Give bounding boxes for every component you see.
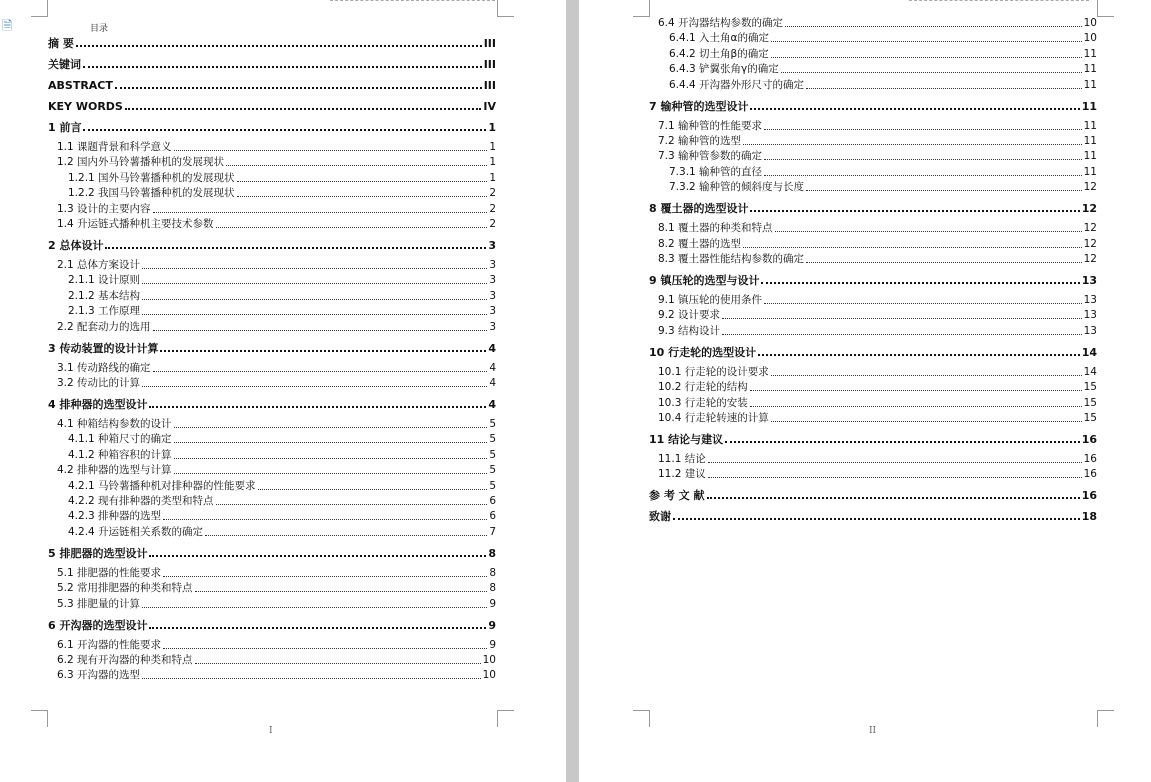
toc-entry-page: 3: [489, 274, 496, 287]
toc-entry-label: 4.2 排种器的选型与计算: [57, 464, 172, 477]
toc-entry-page: 16: [1081, 489, 1097, 503]
toc-entry-page: 11: [1083, 63, 1097, 76]
toc-entry[interactable]: [48, 79, 496, 92]
page-number: I: [269, 726, 273, 736]
toc-entry-page: 9: [489, 638, 496, 651]
toc-entry-label: 6.1 开沟器的性能要求: [57, 638, 162, 651]
toc-leader-dots: [83, 128, 486, 131]
toc-entry-label: 9.1 镇压轮的使用条件: [658, 294, 763, 306]
toc-entry-page: 5: [489, 448, 496, 461]
toc-entry-page: 14: [1083, 365, 1097, 378]
toc-entry-page: 1: [489, 141, 496, 153]
toc-leader-dots: [758, 353, 1080, 356]
toc-leader-dots: [115, 86, 482, 89]
toc-entry-page: 12: [1081, 202, 1097, 216]
toc-entry-page: 18: [1081, 510, 1097, 524]
toc-entry[interactable]: [649, 32, 1097, 45]
toc-leader-dots: [750, 209, 1079, 212]
toc-entry[interactable]: [48, 598, 496, 611]
toc-entry-label: 摘 要: [48, 37, 74, 50]
toc-entry-label: 10 行走轮的选型设计: [649, 345, 757, 359]
toc-entry-label: 11.2 建议: [658, 468, 706, 481]
toc-entry-page: 8: [489, 566, 496, 579]
toc-entry-label: 7 输种管的选型设计: [649, 99, 749, 113]
toc-leader-dots: [771, 40, 1082, 42]
toc-entry-page: 5: [489, 433, 496, 446]
toc-leader-dots: [237, 195, 488, 197]
toc-leader-dots: [142, 677, 481, 679]
toc-leader-dots: [725, 440, 1080, 443]
toc-entry-page: 11: [1083, 150, 1097, 163]
toc-entry[interactable]: [649, 433, 1097, 446]
toc-entry-page: 1: [489, 171, 496, 184]
toc-leader-dots: [707, 496, 1080, 499]
toc-entry[interactable]: [649, 325, 1097, 338]
toc-entry-page: 11: [1083, 119, 1097, 132]
toc-entry[interactable]: [48, 187, 496, 200]
toc-leader-dots: [764, 128, 1082, 130]
toc-entry[interactable]: [48, 141, 496, 154]
page-2: [579, 0, 1151, 782]
toc-leader-dots: [205, 534, 487, 536]
toc-list: [48, 0, 496, 782]
toc-leader-dots: [750, 405, 1082, 407]
toc-leader-dots: [708, 476, 1082, 478]
toc-entry-label: 3.2 传动比的计算: [57, 377, 141, 389]
toc-entry-label: 2.1.3 工作原理: [68, 305, 141, 318]
toc-entry[interactable]: [48, 639, 496, 652]
toc-leader-dots: [771, 374, 1082, 376]
toc-entry[interactable]: [649, 63, 1097, 76]
toc-entry[interactable]: [649, 135, 1097, 148]
toc-entry[interactable]: [649, 48, 1097, 61]
toc-entry[interactable]: [649, 222, 1097, 235]
toc-entry-label: 参 考 文 献: [649, 489, 705, 503]
toc-leader-dots: [743, 246, 1082, 248]
toc-entry[interactable]: [649, 150, 1097, 163]
toc-leader-dots: [764, 158, 1082, 160]
toc-entry-label: 1.3 设计的主要内容: [57, 202, 151, 215]
toc-entry-label: 3.1 传动路线的确定: [57, 361, 151, 374]
toc-entry[interactable]: [48, 418, 496, 431]
toc-leader-dots: [125, 107, 482, 110]
toc-entry-page: 5: [489, 464, 496, 477]
toc-entry-page: 2: [489, 202, 496, 215]
toc-entry-page: 4: [489, 361, 496, 374]
crop-mark: [633, 710, 650, 727]
toc-entry[interactable]: [48, 321, 496, 334]
toc-entry-page: 3: [488, 239, 496, 252]
toc-entry-label: 1.1 课题背景和科学意义: [57, 141, 172, 153]
toc-leader-dots: [764, 302, 1082, 304]
toc-entry-label: 1.2.1 国外马铃薯播种机的发展现状: [68, 171, 235, 184]
toc-entry[interactable]: [48, 480, 496, 493]
toc-entry-label: 6.4.4 开沟器外形尺寸的确定: [669, 78, 805, 91]
toc-entry-label: 1.2 国内外马铃薯播种机的发展现状: [57, 156, 225, 169]
toc-entry-label: 4.1.1 种箱尺寸的确定: [68, 433, 172, 446]
toc-leader-dots: [160, 349, 486, 352]
toc-leader-dots: [806, 261, 1082, 263]
toc-entry[interactable]: [48, 495, 496, 508]
toc-entry-page: 5: [489, 418, 496, 430]
toc-entry-label: 6.4 开沟器结构参数的确定: [658, 17, 784, 29]
crop-mark: [31, 0, 48, 17]
toc-entry-label: 7.1 输种管的性能要求: [658, 119, 763, 132]
toc-entry[interactable]: [48, 290, 496, 303]
toc-entry[interactable]: [48, 121, 496, 134]
toc-leader-dots: [771, 56, 1082, 58]
toc-entry[interactable]: [649, 453, 1097, 466]
toc-entry-page: 11: [1081, 99, 1097, 113]
crop-mark: [1097, 710, 1114, 727]
toc-leader-dots: [174, 457, 488, 459]
toc-entry-label: 5.3 排肥量的计算: [57, 597, 141, 610]
crop-mark: [1097, 0, 1114, 17]
toc-entry-label: 8 覆土器的选型设计: [649, 202, 749, 216]
toc-leader-dots: [149, 405, 486, 408]
toc-leader-dots: [806, 189, 1082, 191]
toc-entry-label: 致谢: [649, 510, 671, 524]
toc-leader-dots: [142, 385, 487, 387]
toc-entry-page: 13: [1083, 294, 1097, 306]
toc-entry[interactable]: [48, 654, 496, 667]
toc-entry[interactable]: [48, 398, 496, 411]
toc-entry-page: 2: [489, 187, 496, 200]
toc-entry-page: 9: [489, 597, 496, 610]
toc-entry-label: 6.4.2 切土角β的确定: [669, 47, 769, 60]
toc-entry-label: 2.1.2 基本结构: [68, 289, 141, 302]
toc-entry[interactable]: [649, 202, 1097, 215]
toc-entry-page: 11: [1083, 78, 1097, 91]
toc-entry-label: 4.1.2 种箱容积的计算: [68, 448, 172, 461]
toc-entry-label: 10.4 行走轮转速的计算: [658, 412, 769, 424]
toc-leader-dots: [149, 554, 486, 557]
crop-mark: [497, 710, 514, 727]
toc-entry[interactable]: [48, 433, 496, 446]
toc-leader-dots: [153, 329, 488, 331]
toc-entry-label: 7.3 输种管参数的确定: [658, 150, 763, 163]
toc-entry[interactable]: [649, 294, 1097, 307]
toc-entry-page: 6: [489, 510, 496, 523]
toc-entry[interactable]: [649, 366, 1097, 379]
toc-entry[interactable]: [649, 412, 1097, 425]
toc-leader-dots: [195, 590, 488, 592]
toc-entry[interactable]: [48, 37, 496, 50]
toc-entry-label: 4.2.4 升运链相关系数的确定: [68, 525, 204, 538]
toc-entry[interactable]: [48, 619, 496, 632]
toc-entry-label: 3 传动装置的设计计算: [48, 341, 159, 355]
toc-entry[interactable]: [48, 259, 496, 272]
toc-entry-label: 11 结论与建议: [649, 433, 724, 446]
toc-leader-dots: [226, 164, 487, 166]
toc-entry-page: 13: [1081, 274, 1097, 287]
toc-entry-page: 15: [1083, 412, 1097, 424]
toc-leader-dots: [163, 647, 487, 649]
toc-entry-page: 4: [488, 398, 496, 411]
toc-leader-dots: [163, 518, 487, 520]
toc-entry-label: 6.4.1 入土角α的确定: [669, 32, 769, 45]
toc-entry-page: 13: [1083, 324, 1097, 337]
toc-entry-label: 11.1 结论: [658, 453, 706, 465]
toc-entry-page: 2: [489, 218, 496, 230]
toc-entry-label: 4 排种器的选型设计: [48, 398, 148, 411]
toc-leader-dots: [142, 298, 487, 300]
toc-entry-label: 7.3.2 输种管的倾斜度与长度: [669, 181, 805, 194]
toc-leader-dots: [761, 281, 1079, 284]
toc-leader-dots: [174, 426, 488, 428]
toc-entry[interactable]: [649, 100, 1097, 113]
toc-entry[interactable]: [649, 489, 1097, 502]
toc-entry[interactable]: [48, 567, 496, 580]
crop-mark: [633, 0, 650, 17]
toc-entry-label: KEY WORDS: [48, 100, 123, 113]
toc-entry-page: 10: [1083, 32, 1097, 45]
toc-entry-page: 12: [1083, 222, 1097, 235]
toc-entry-page: 15: [1083, 396, 1097, 409]
toc-entry[interactable]: [649, 274, 1097, 287]
toc-entry[interactable]: [48, 362, 496, 375]
crop-mark: [497, 0, 514, 17]
toc-leader-dots: [153, 211, 488, 213]
toc-entry-label: 2.1.1 设计原则: [68, 274, 141, 287]
crop-mark: [31, 710, 48, 727]
document-icon[interactable]: 🗎: [2, 19, 13, 34]
toc-entry[interactable]: [48, 305, 496, 318]
toc-leader-dots: [806, 87, 1082, 89]
toc-leader-dots: [142, 606, 487, 608]
toc-entry-label: 6.4.3 铲翼张角γ的确定: [669, 63, 779, 76]
toc-leader-dots: [750, 107, 1079, 110]
toc-leader-dots: [142, 282, 487, 284]
toc-entry-page: 12: [1083, 253, 1097, 265]
toc-leader-dots: [174, 441, 488, 443]
toc-entry-page: III: [483, 58, 496, 71]
toc-entry-page: 16: [1083, 453, 1097, 465]
toc-entry-label: 1.2.2 我国马铃薯播种机的发展现状: [68, 187, 235, 200]
toc-leader-dots: [216, 503, 488, 505]
toc-entry[interactable]: [48, 377, 496, 390]
toc-entry-page: 11: [1083, 135, 1097, 147]
toc-leader-dots: [775, 230, 1082, 232]
toc-entry-page: 8: [489, 582, 496, 595]
toc-entry-page: 6: [489, 495, 496, 507]
toc-entry-page: 3: [489, 305, 496, 318]
toc-entry-page: 4: [488, 341, 496, 355]
toc-entry[interactable]: [48, 239, 496, 252]
toc-entry[interactable]: [48, 156, 496, 169]
toc-title: 目录: [90, 24, 109, 34]
toc-leader-dots: [743, 143, 1082, 145]
toc-entry[interactable]: [48, 669, 496, 682]
toc-entry[interactable]: [48, 172, 496, 185]
toc-entry[interactable]: [649, 166, 1097, 179]
toc-entry[interactable]: [48, 510, 496, 523]
toc-leader-dots: [722, 317, 1082, 319]
toc-entry-page: 3: [489, 289, 496, 302]
page-gutter: [566, 0, 579, 782]
toc-leader-dots: [149, 626, 486, 629]
toc-entry-label: 10.2 行走轮的结构: [658, 381, 748, 394]
toc-entry-label: 4.2.3 排种器的选型: [68, 510, 162, 523]
toc-entry-label: 7.3.1 输种管的直径: [669, 165, 763, 178]
toc-leader-dots: [174, 472, 488, 474]
toc-leader-dots: [673, 517, 1080, 520]
toc-entry-page: III: [483, 79, 496, 92]
toc-leader-dots: [764, 174, 1082, 176]
toc-entry[interactable]: [48, 526, 496, 539]
toc-entry-page: 1: [489, 156, 496, 169]
toc-entry-label: 5.1 排肥器的性能要求: [57, 566, 162, 579]
toc-entry-page: 13: [1083, 309, 1097, 322]
toc-entry-label: 9 镇压轮的选型与设计: [649, 274, 760, 287]
toc-leader-dots: [258, 488, 488, 490]
toc-leader-dots: [83, 65, 482, 68]
toc-leader-dots: [708, 461, 1082, 463]
toc-entry[interactable]: [649, 79, 1097, 92]
toc-entry-page: 16: [1081, 433, 1097, 446]
toc-entry-page: 1: [488, 121, 496, 134]
toc-entry-page: 10: [482, 669, 496, 682]
toc-entry[interactable]: [48, 58, 496, 71]
toc-entry-page: 12: [1083, 181, 1097, 194]
toc-entry[interactable]: [649, 120, 1097, 133]
toc-leader-dots: [163, 575, 487, 577]
toc-leader-dots: [142, 267, 487, 269]
toc-entry[interactable]: [649, 510, 1097, 523]
toc-entry-page: 14: [1081, 345, 1097, 359]
toc-entry[interactable]: [649, 253, 1097, 266]
toc-leader-dots: [142, 313, 487, 315]
toc-entry[interactable]: [48, 449, 496, 462]
toc-entry-label: 5.2 常用排肥器的种类和特点: [57, 582, 193, 595]
toc-entry-label: 8.2 覆土器的选型: [658, 237, 742, 250]
toc-entry-page: 12: [1083, 237, 1097, 250]
toc-entry-label: 1 前言: [48, 121, 82, 134]
toc-entry-page: 5: [489, 479, 496, 492]
toc-entry[interactable]: [48, 218, 496, 231]
toc-entry-label: 10.1 行走轮的设计要求: [658, 365, 769, 378]
toc-entry-page: 16: [1083, 468, 1097, 481]
toc-entry-page: 10: [482, 654, 496, 666]
toc-entry-label: 8.1 覆土器的种类和特点: [658, 222, 773, 235]
toc-entry-page: 4: [489, 377, 496, 389]
toc-entry-label: 5 排肥器的选型设计: [48, 546, 148, 560]
toc-entry-page: 9: [488, 618, 496, 632]
toc-entry-page: 11: [1083, 47, 1097, 60]
toc-entry[interactable]: [48, 100, 496, 113]
toc-entry-label: 6.2 现有开沟器的种类和特点: [57, 654, 193, 666]
toc-entry-label: 6.3 开沟器的选型: [57, 669, 141, 682]
toc-entry-page: 3: [489, 320, 496, 333]
toc-leader-dots: [174, 149, 488, 151]
toc-leader-dots: [105, 246, 486, 249]
toc-entry[interactable]: [48, 274, 496, 287]
toc-entry[interactable]: [649, 397, 1097, 410]
toc-entry-label: 2.1 总体方案设计: [57, 259, 141, 271]
toc-entry[interactable]: [649, 17, 1097, 30]
toc-entry[interactable]: [48, 464, 496, 477]
toc-entry-page: 15: [1083, 381, 1097, 394]
toc-leader-dots: [771, 420, 1082, 422]
toc-leader-dots: [76, 44, 482, 47]
toc-entry-label: 6 开沟器的选型设计: [48, 618, 148, 632]
toc-entry-label: ABSTRACT: [48, 79, 113, 92]
toc-entry[interactable]: [48, 342, 496, 355]
toc-leader-dots: [781, 71, 1082, 73]
toc-entry-page: IV: [483, 100, 496, 113]
toc-entry-label: 关键词: [48, 58, 81, 71]
toc-entry[interactable]: [649, 309, 1097, 322]
toc-entry[interactable]: [649, 346, 1097, 359]
toc-entry[interactable]: [48, 547, 496, 560]
toc-entry[interactable]: [649, 181, 1097, 194]
toc-entry-label: 4.1 种箱结构参数的设计: [57, 418, 172, 430]
toc-leader-dots: [722, 333, 1082, 335]
toc-entry-label: 4.2.2 现有排种器的类型和特点: [68, 495, 214, 507]
toc-entry-page: 11: [1083, 165, 1097, 178]
page-number: II: [869, 726, 877, 736]
toc-leader-dots: [785, 25, 1082, 27]
toc-leader-dots: [237, 180, 488, 182]
toc-entry-label: 10.3 行走轮的安装: [658, 396, 748, 409]
toc-entry-page: III: [483, 37, 496, 50]
toc-entry-label: 2.2 配套动力的选用: [57, 320, 151, 333]
toc-entry[interactable]: [649, 238, 1097, 251]
toc-leader-dots: [216, 226, 488, 228]
toc-leader-dots: [153, 370, 488, 372]
toc-entry[interactable]: [48, 203, 496, 216]
toc-entry-page: 3: [489, 259, 496, 271]
toc-leader-dots: [750, 389, 1082, 391]
toc-entry[interactable]: [649, 468, 1097, 481]
toc-entry-label: 9.2 设计要求: [658, 309, 721, 322]
toc-entry-label: 8.3 覆土器性能结构参数的确定: [658, 253, 805, 265]
toc-entry-label: 9.3 结构设计: [658, 324, 721, 337]
toc-entry-page: 7: [489, 525, 496, 538]
toc-entry-page: 8: [488, 546, 496, 560]
toc-entry-label: 2 总体设计: [48, 239, 104, 252]
toc-entry-label: 7.2 输种管的选型: [658, 135, 742, 147]
toc-list: [649, 0, 1097, 782]
toc-entry-label: 1.4 升运链式播种机主要技术参数: [57, 218, 214, 230]
page-1: [0, 0, 566, 782]
toc-leader-dots: [195, 662, 481, 664]
toc-entry-label: 4.2.1 马铃薯播种机对排种器的性能要求: [68, 479, 256, 492]
toc-entry[interactable]: [48, 582, 496, 595]
toc-entry-page: 10: [1083, 17, 1097, 29]
toc-entry[interactable]: [649, 381, 1097, 394]
